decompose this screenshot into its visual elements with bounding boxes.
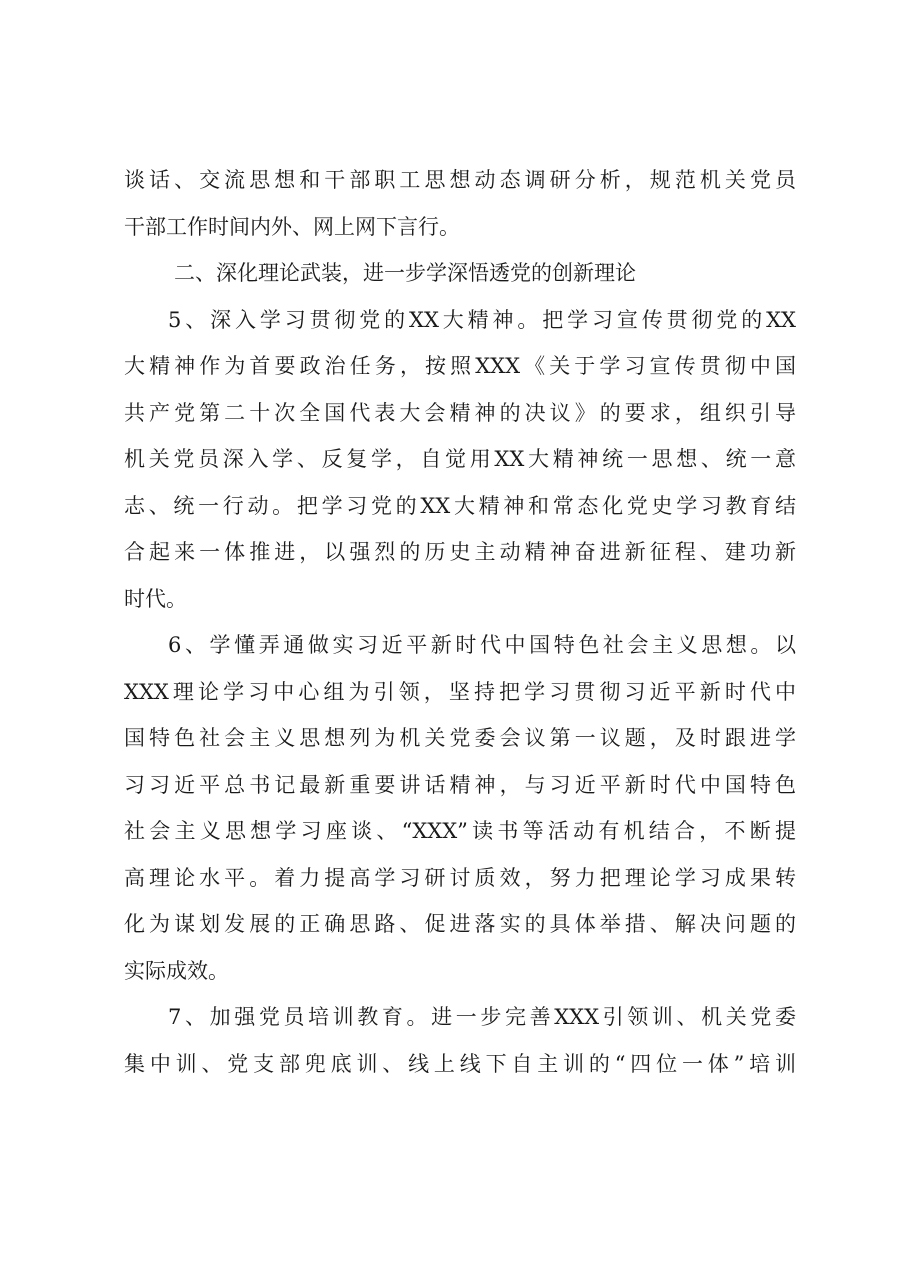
text-line: 共产党第二十次全国代表大会精神的决议》的要求，组织引导: [124, 400, 796, 425]
paragraph-first-line: 7、加强党员培训教育。进一步完善XXX引领训、机关党委: [168, 1005, 796, 1029]
section-heading: 二、深化理论武装，进一步学深悟透党的创新理论: [174, 261, 636, 285]
text-line: 机关党员深入学、反复学，自觉用XX大精神统一思想、统一意: [124, 447, 796, 471]
text-line: 合起来一体推进，以强烈的历史主动精神奋进新征程、建功新: [124, 540, 796, 564]
text-line: 社会主义思想学习座谈、“XXX”读书等活动有机结合，不断提: [124, 819, 796, 843]
text-line: 志、统一行动。把学习党的XX大精神和常态化党史学习教育结: [124, 493, 796, 518]
text-line: 时代。: [124, 586, 187, 611]
text-line: 高理论水平。着力提高学习研讨质效，努力把理论学习成果转: [124, 865, 796, 890]
paragraph-first-line: 6、学懂弄通做实习近平新时代中国特色社会主义思想。以: [168, 633, 796, 657]
text-line: 干部工作时间内外、网上网下言行。: [124, 214, 460, 239]
paragraph-first-line: 5、深入学习贯彻党的XX大精神。把学习宣传贯彻党的XX: [168, 307, 796, 332]
document-body: [124, 157, 796, 1087]
text-line: 习习近平总书记最新重要讲话精神，与习近平新时代中国特色: [124, 772, 796, 797]
text-line: XXX理论学习中心组为引领，坚持把学习贯彻习近平新时代中: [124, 679, 796, 704]
text-line: 大精神作为首要政治任务，按照XXX《关于学习宣传贯彻中国: [124, 354, 796, 378]
text-line: 化为谋划发展的正确思路、促进落实的具体举措、解决问题的: [124, 912, 796, 936]
text-line: 国特色社会主义思想列为机关党委会议第一议题，及时跟进学: [124, 726, 796, 750]
text-line: 集中训、党支部兜底训、线上线下自主训的“四位一体”培训: [124, 1051, 796, 1076]
text-line: 谈话、交流思想和干部职工思想动态调研分析，规范机关党员: [124, 168, 796, 192]
text-line: 实际成效。: [124, 958, 229, 983]
